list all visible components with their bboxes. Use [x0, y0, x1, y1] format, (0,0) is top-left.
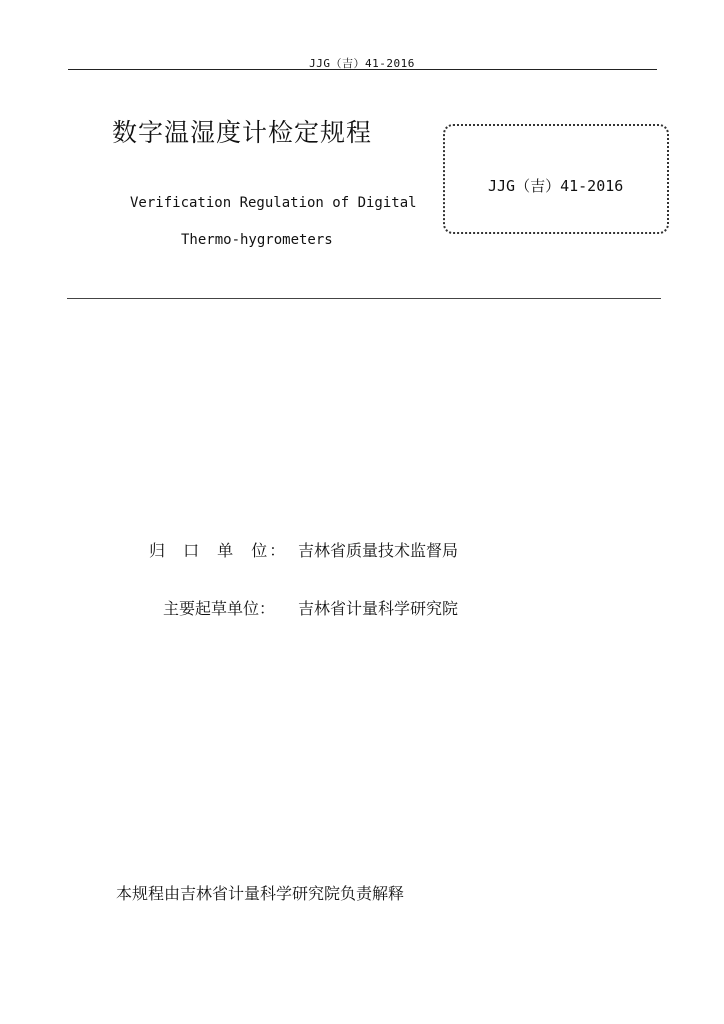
organization-label: 主要起草单位： — [163, 599, 276, 618]
header-divider — [68, 69, 657, 70]
organization-value: 吉林省质量技术监督局 — [298, 541, 459, 560]
organization-row-responsible — [0, 538, 724, 560]
document-title-chinese: 数字温湿度计检定规程 — [112, 118, 373, 147]
document-title-english-line2: Thermo-hygrometers — [181, 232, 333, 248]
title-divider — [67, 298, 661, 299]
interpretation-note: 本规程由吉林省计量科学研究院负责解释 — [116, 884, 405, 903]
organization-row-drafting — [0, 596, 724, 618]
organization-value: 吉林省计量科学研究院 — [298, 599, 459, 618]
organization-label: 归 口 单 位： — [149, 541, 288, 560]
stamp-standard-code: JJG（吉）41-2016 — [488, 177, 624, 195]
document-title-english-line1: Verification Regulation of Digital — [130, 195, 417, 211]
header-standard-code: JJG（吉）41-2016 — [309, 57, 415, 70]
